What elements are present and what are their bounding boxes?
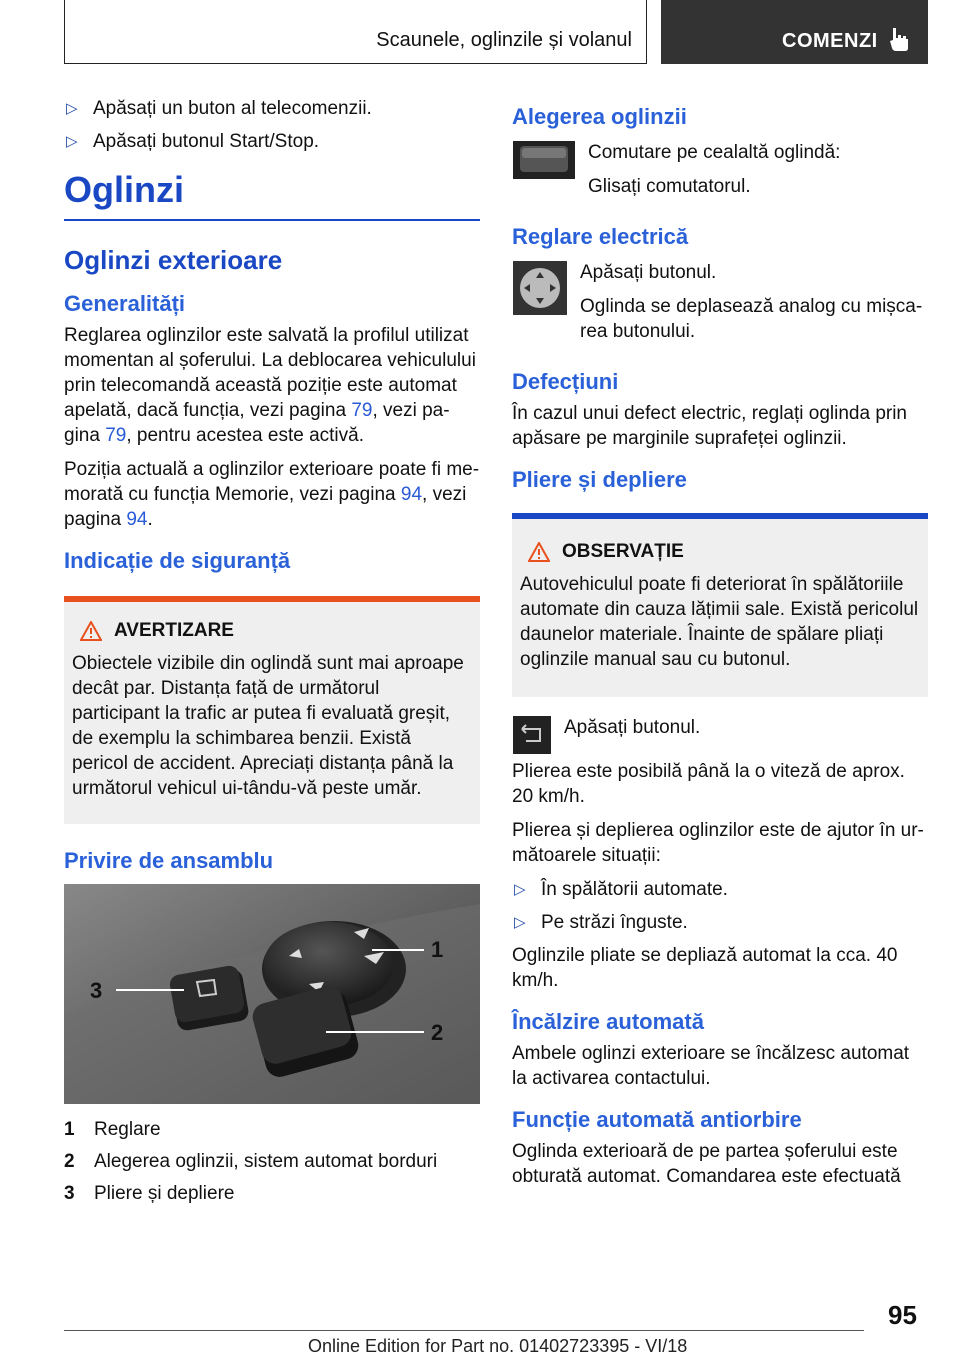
subsection-heading: Indicație de siguranță [64,548,291,573]
legend [64,1114,480,1210]
hand-pointer-icon [889,26,911,52]
page-link[interactable]: 79 [105,425,127,446]
bullet-triangle-icon: ▷ [66,100,78,117]
list-item: ▷ Apăsați butonul Start/Stop. [66,131,320,152]
photo-callout-2: 2 [431,1020,444,1045]
chapter-tab[interactable] [661,0,928,64]
photo-callout-3: 3 [90,978,103,1003]
subsection-heading: Generalități [64,291,186,316]
footer-edition: Online Edition for Part no. 01402723395 - VI/18 [308,1336,688,1356]
section-heading: Oglinzi exterioare [64,245,283,275]
mirror-controls-photo [64,884,480,1104]
footer-divider [64,1330,864,1331]
right-column: Alegerea oglinzii Comutare pe cealaltă oglindă: Glisați comutatorul. Reglare electrică Apăsați butonul. Oglinda se deplasează analog cu mișca-rea butonului. Defecțiuni În cazul unui defect electric, reglați oglinda prin apăsare pe marginile suprafeței oglinzii. Pliere și depliere OBSERVAȚIE Autovehiculul poate fi deteriorat în spălătoriile automate din cauza lățimii sale. Există pericolul daunelor materiale. Înainte de spălare pliați oglinzile manual sau cu butonul. Apăsați butonul. Plierea este posibilă până la o viteză de aprox. 20 km/h. Plierea și deplierea oglinzilor este de ajutor în ur-mătoarele situații: ▷ În spălătorii automate. ▷ Pe străzi înguste. Oglinzile pliate se depliază automat la cca. 40 km/h. Încălzire automată Ambele oglinzi exterioare se încălzesc automat la activarea contactului. Funcție automată antiorbire Oglinda exterioară de pe partea șoferului este obturată automat. Comandarea este efectuată [512,96,928,1198]
warning-box [64,596,480,824]
paragraph: Oglinda exterioară de pe partea șoferului este obturată automat. Comandarea este efectuată [512,1141,901,1187]
chapter-heading: Oglinzi [64,170,480,221]
paragraph: Poziția actuală a oglinzilor exterioare poate fi me-morată cu funcția Memorie, vezi pagina 94, vezi pagina 94. [64,459,480,530]
mirror-switch-icon [512,140,576,180]
page-link[interactable]: 94 [126,509,148,530]
paragraph: Plierea este posibilă până la o viteză de aprox. 20 km/h. [512,761,905,807]
warning-triangle-icon [80,621,102,641]
chapter-tab-label: COMENZI [782,30,878,52]
paragraph: Oglinzile pliate se depliază automat la cca. 40 km/h. [512,945,898,991]
subsection-heading: Alegerea oglinzii [512,104,687,129]
subsection-heading: Funcție automată antiorbire [512,1107,802,1132]
page-link[interactable]: 94 [400,484,423,505]
section-header [64,0,647,64]
page-number: 95 [888,1300,917,1330]
mirror-adjust-button-icon [512,260,568,316]
paragraph: În cazul unui defect electric, reglați oglinda prin apăsare pe marginile suprafeței oglinzii. [512,403,908,449]
photo-callout-1: 1 [431,937,444,962]
legend-item: 3 Pliere și depliere [64,1183,235,1204]
section-title: Scaunele, oglinzile și volanul [376,29,632,51]
list-item: ▷ În spălătorii automate. [514,879,728,900]
subsection-heading: Privire de ansamblu [64,848,274,873]
paragraph: Plierea și deplierea oglinzilor este de ajutor în ur-mătoarele situații: [512,820,924,866]
bullet-triangle-icon: ▷ [514,881,526,898]
warning-title: AVERTIZARE [114,620,234,641]
list-item: ▷ Apăsați un buton al telecomenzii. [66,98,372,119]
bullet-triangle-icon: ▷ [514,914,526,931]
note-text: Autovehiculul poate fi deteriorat în spălătoriile automate din cauza lățimii sale. Există pericolul daunelor materiale. Înainte de spălare pliați oglinzile manual sau cu butonul. [520,574,919,670]
legend-item: 1 Reglare [64,1119,161,1140]
note-title: OBSERVAȚIE [562,541,684,562]
paragraph: Ambele oglinzi exterioare se încălzesc automat la activarea contactului. [512,1043,910,1089]
warning-triangle-icon [528,542,550,562]
subsection-heading: Pliere și depliere [512,467,687,492]
page-header [64,0,928,66]
page-link[interactable]: 79 [351,400,373,421]
note-box [512,513,928,697]
legend-item: 2 Alegerea oglinzii, sistem automat borduri [64,1151,438,1172]
left-column [64,96,480,1210]
fold-mirror-button-icon [512,715,552,755]
subsection-heading: Reglare electrică [512,224,689,249]
paragraph: Reglarea oglinzilor este salvată la profilul utilizat momentan al șoferului. La deblocarea vehiculului prin telecomandă această poziție este automat apelată, dacă funcția, vezi pagina 79, vezi pa-gina 79, pentru acestea este activă. [64,325,476,446]
bullet-triangle-icon: ▷ [66,133,78,150]
list-item: ▷ Pe străzi înguste. [514,912,688,933]
subsection-heading: Defecțiuni [512,369,619,394]
warning-text: Obiectele vizibile din oglindă sunt mai aproape decât par. Distanța față de următorul participant la trafic ar putea fi evaluată greșit, de exemplu la schimbarea benzii. Există pericol de accident. Apreciați distanța până la următorul vehicul ui-tându-vă peste umăr. [72,653,464,799]
subsection-heading: Încălzire automată [512,1009,704,1034]
